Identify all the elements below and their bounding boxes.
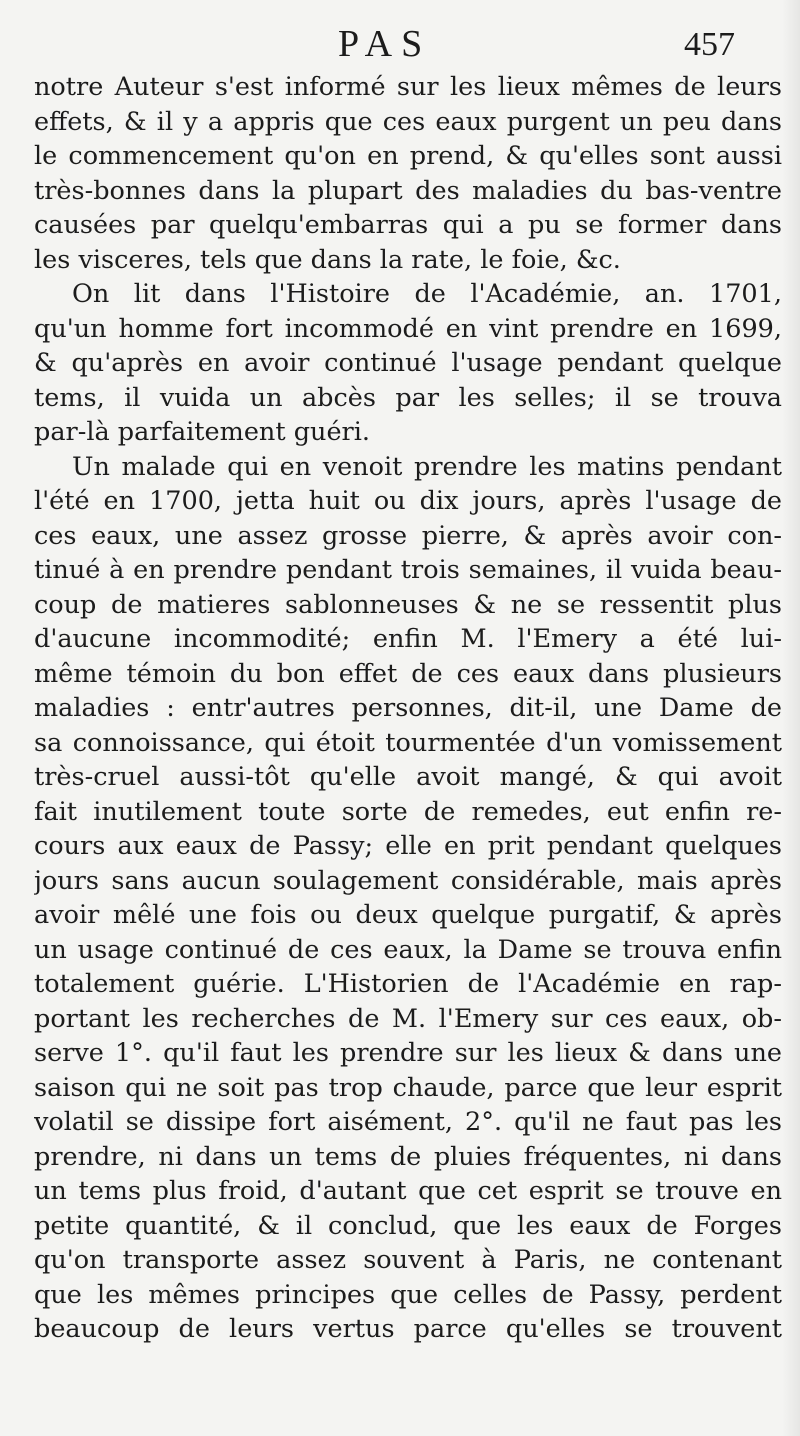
paragraph-first-line: On lit dans l'Histoire de l'Académie, an. 1701, <box>72 279 782 309</box>
text-line: prendre, ni dans un tems de pluies fréquentes, ni dans <box>34 1141 782 1172</box>
text-line: jours sans aucun soulagement considérable, mais après <box>34 865 782 896</box>
text-line: les visceres, tels que dans la rate, le foie, &c. <box>34 244 621 275</box>
text-line: qu'on transporte assez souvent à Paris, ne contenant <box>34 1245 782 1275</box>
page-edge-shadow <box>782 0 800 1436</box>
text-line: que les mêmes principes que celles de Passy, perdent <box>34 1279 782 1310</box>
page-number: 457 <box>684 26 735 63</box>
text-line: même témoin du bon effet de ces eaux dans plusieurs <box>34 658 782 689</box>
running-title: PAS <box>338 23 432 65</box>
text-line: avoir mêlé une fois ou deux quelque purgatif, & après <box>34 900 782 930</box>
text-line: petite quantité, & il conclud, que les eaux de Forges <box>34 1210 782 1241</box>
text-line: sa connoissance, qui étoit tourmentée d'un vomissement <box>34 727 782 758</box>
text-line: qu'un homme fort incommodé en vint prendre en 1699, <box>34 313 782 344</box>
text-line: cours aux eaux de Passy; elle en prit pendant quelques <box>34 831 782 861</box>
text-line: coup de matieres sablonneuses & ne se ressentit plus <box>34 589 782 620</box>
text-line: le commencement qu'on en prend, & qu'elles sont aussi <box>34 141 782 171</box>
text-line: d'aucune incommodité; enfin M. l'Emery a été lui- <box>34 624 782 654</box>
text-line: très-bonnes dans la plupart des maladies du bas-ventre <box>34 175 782 206</box>
running-head <box>0 20 800 66</box>
text-line: maladies : entr'autres personnes, dit-il, une Dame de <box>34 693 782 723</box>
text-line: & qu'après en avoir continué l'usage pendant quelque <box>34 348 782 378</box>
text-line: effets, & il y a appris que ces eaux purgent un peu dans <box>34 106 782 137</box>
text-line: un tems plus froid, d'autant que cet esprit se trouve en <box>34 1176 782 1206</box>
text-line: l'été en 1700, jetta huit ou dix jours, après l'usage de <box>34 486 782 516</box>
text-line: volatil se dissipe fort aisément, 2°. qu'il ne faut pas les <box>34 1107 782 1137</box>
text-line: tems, il vuida un abcès par les selles; il se trouva <box>34 382 782 413</box>
text-line: très-cruel aussi-tôt qu'elle avoit mangé, & qui avoit <box>34 762 782 792</box>
paragraph-first-line: Un malade qui en venoit prendre les matins pendant <box>72 451 782 482</box>
text-line: ces eaux, une assez grosse pierre, & après avoir con- <box>34 520 782 551</box>
text-line: tinué à en prendre pendant trois semaines, il vuida beau- <box>34 555 782 585</box>
text-line: notre Auteur s'est informé sur les lieux mêmes de leurs <box>34 72 782 102</box>
text-line: causées par quelqu'embarras qui a pu se former dans <box>34 210 782 240</box>
text-line: beaucoup de leurs vertus parce qu'elles se trouvent <box>34 1314 782 1344</box>
body-text <box>34 70 782 1347</box>
text-line: fait inutilement toute sorte de remedes, eut enfin re- <box>34 796 782 827</box>
text-line: serve 1°. qu'il faut les prendre sur les lieux & dans une <box>34 1038 782 1068</box>
text-line: un usage continué de ces eaux, la Dame se trouva enfin <box>34 934 782 965</box>
text-line: par-là parfaitement guéri. <box>34 417 370 447</box>
text-line: portant les recherches de M. l'Emery sur ces eaux, ob- <box>34 1003 782 1034</box>
text-line: totalement guérie. L'Historien de l'Académie en rap- <box>34 969 782 999</box>
text-line: saison qui ne soit pas trop chaude, parce que leur esprit <box>34 1072 782 1103</box>
